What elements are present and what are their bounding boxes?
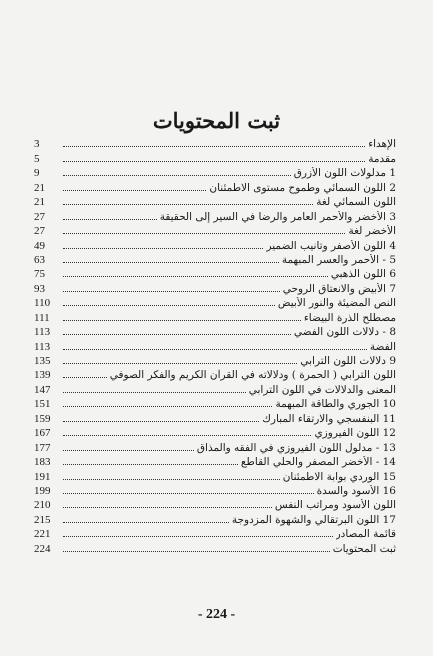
toc-leader bbox=[63, 405, 272, 407]
toc-row bbox=[34, 266, 396, 280]
toc-row bbox=[34, 223, 396, 237]
toc-entry-title: مصطلح الذرة البيضاء bbox=[303, 311, 396, 324]
toc-entry-title: الأخضر لغة bbox=[348, 225, 396, 238]
toc-row bbox=[34, 497, 396, 511]
toc-page-number: 75 bbox=[34, 268, 45, 281]
toc-entry-title: اللون السمائي لغة bbox=[316, 196, 396, 209]
toc-row bbox=[34, 511, 396, 525]
toc-leader bbox=[63, 174, 291, 176]
toc-entry-title: 5 - الأحمر والعسر المبهمة bbox=[281, 253, 396, 266]
toc-page-number: 9 bbox=[34, 167, 40, 180]
toc-row bbox=[34, 309, 396, 323]
toc-row bbox=[34, 526, 396, 540]
toc-leader bbox=[63, 521, 229, 523]
toc-page-number: 113 bbox=[34, 326, 51, 339]
toc-entry-title: 4 اللون الأصفر وتأنيب الضمير bbox=[266, 239, 396, 252]
toc-entry-title: المعنى والدلالات في اللون الترابي bbox=[248, 383, 396, 396]
toc-entry-title: 14 - الأخضر المصفر والحلي القاطع bbox=[240, 456, 396, 469]
toc-leader bbox=[63, 160, 365, 162]
toc-leader bbox=[63, 535, 333, 537]
toc-entry-title: اللون الترابي ( الحمرة ) ودلالاته في القرآن الكريم والفكر الصوفي bbox=[109, 369, 396, 382]
toc-page-number: 135 bbox=[34, 355, 51, 367]
toc-leader bbox=[63, 376, 107, 378]
toc-entry-title: 8 - دلالات اللون الفضي bbox=[293, 326, 396, 339]
toc-row bbox=[34, 237, 396, 251]
toc-leader bbox=[63, 420, 259, 422]
toc-row bbox=[34, 454, 396, 468]
toc-leader bbox=[63, 506, 272, 508]
toc-page-number: 21 bbox=[34, 196, 45, 209]
toc-leader bbox=[63, 550, 330, 552]
toc-page-number: 191 bbox=[34, 470, 51, 483]
toc-page-number: 93 bbox=[34, 282, 45, 295]
toc-entry-title: 13 - مدلول اللون الفيروزي في الفقه والمذاق bbox=[196, 441, 396, 454]
toc-leader bbox=[63, 189, 206, 191]
toc-page-number: 111 bbox=[34, 311, 50, 324]
toc-page-number: 221 bbox=[34, 528, 51, 541]
toc-row bbox=[34, 194, 396, 208]
toc-page-number: 27 bbox=[34, 210, 45, 223]
toc-entry-title: قائمة المصادر bbox=[335, 528, 396, 541]
toc-row bbox=[34, 136, 396, 150]
toc-entry-title: 9 دلالات اللون الترابي bbox=[300, 355, 396, 367]
toc-leader bbox=[63, 247, 263, 249]
toc-entry-title: النص المضيئة والنور الأبيض bbox=[277, 297, 396, 310]
toc-page-number: 224 bbox=[34, 542, 51, 555]
toc-page-number: 139 bbox=[34, 369, 51, 382]
footer-page-number: - 224 - bbox=[197, 607, 236, 622]
toc-row bbox=[34, 295, 396, 309]
toc-leader bbox=[63, 333, 291, 335]
toc-row bbox=[34, 367, 396, 381]
toc-leader bbox=[63, 391, 246, 393]
toc-page-number: 5 bbox=[34, 152, 40, 165]
toc-page-number: 49 bbox=[34, 239, 45, 252]
toc-page-number: 21 bbox=[34, 181, 45, 194]
toc-entry-title: 3 الأخضر والأحمر العامر والرضا في السير إلى الحقيقة bbox=[159, 210, 396, 223]
toc-leader bbox=[63, 261, 279, 263]
toc-entry-title: ثبت المحتويات bbox=[332, 542, 396, 555]
toc-page-number: 199 bbox=[34, 484, 51, 497]
toc-leader bbox=[63, 348, 367, 350]
toc-page-number: 151 bbox=[34, 398, 51, 411]
toc-page-number: 215 bbox=[34, 513, 51, 526]
toc-leader bbox=[63, 434, 311, 436]
toc-entry-title: الإهداء bbox=[368, 138, 396, 151]
toc-entry-title: اللون الأسود ومراتب النفس bbox=[274, 499, 396, 512]
toc-leader bbox=[63, 203, 313, 205]
toc-page-number: 183 bbox=[34, 456, 51, 469]
toc-leader bbox=[63, 304, 275, 306]
toc-row bbox=[34, 439, 396, 453]
toc-entry-title: مقدمة bbox=[368, 152, 396, 165]
toc-leader bbox=[63, 145, 365, 147]
toc-row bbox=[34, 165, 396, 179]
toc-entry-title: 15 الوردي بوابة الاطمئنان bbox=[282, 470, 396, 483]
table-of-contents bbox=[34, 136, 396, 555]
toc-page-number: 210 bbox=[34, 499, 51, 512]
page-title: ثبت المحتويات bbox=[152, 108, 281, 133]
toc-leader bbox=[63, 319, 301, 321]
toc-row bbox=[34, 252, 396, 266]
toc-page-number: 113 bbox=[34, 340, 51, 353]
toc-leader bbox=[63, 463, 238, 465]
toc-page-number: 63 bbox=[34, 253, 45, 266]
toc-leader bbox=[63, 218, 157, 220]
toc-row bbox=[34, 338, 396, 352]
toc-row bbox=[34, 324, 396, 338]
toc-row bbox=[34, 410, 396, 424]
toc-page-number: 110 bbox=[34, 297, 51, 310]
toc-row bbox=[34, 280, 396, 294]
toc-leader bbox=[63, 232, 345, 234]
toc-entry-title: 16 الأسود والسدة bbox=[316, 484, 396, 497]
toc-leader bbox=[63, 478, 280, 480]
toc-entry-title: 10 الجوري والطاقة المبهمة bbox=[275, 398, 396, 411]
toc-entry-title: 2 اللون السمائي وطموح مستوى الاطمئنان bbox=[209, 181, 396, 194]
toc-row bbox=[34, 381, 396, 395]
toc-row bbox=[34, 353, 396, 367]
toc-entry-title: 17 اللون البرتقالي والشهوة المزدوجة bbox=[231, 513, 396, 526]
toc-row bbox=[34, 468, 396, 482]
toc-row bbox=[34, 483, 396, 497]
toc-row bbox=[34, 208, 396, 222]
toc-leader bbox=[63, 362, 297, 364]
toc-leader bbox=[63, 449, 194, 451]
toc-row bbox=[34, 425, 396, 439]
toc-leader bbox=[63, 275, 328, 277]
toc-page-number: 177 bbox=[34, 441, 51, 454]
toc-entry-title: 1 مدلولات اللون الأزرق bbox=[293, 167, 396, 180]
toc-leader bbox=[63, 492, 314, 494]
toc-row bbox=[34, 150, 396, 164]
toc-row bbox=[34, 396, 396, 410]
toc-entry-title: 11 البنفسجي والارتقاء المبارك bbox=[262, 412, 396, 425]
toc-entry-title: 6 اللون الذهبي bbox=[330, 268, 396, 281]
toc-row bbox=[34, 540, 396, 554]
toc-page-number: 159 bbox=[34, 412, 51, 425]
toc-page-number: 147 bbox=[34, 383, 51, 396]
toc-page-number: 3 bbox=[34, 138, 40, 151]
toc-leader bbox=[63, 290, 280, 292]
toc-entry-title: 12 اللون الفيروزي bbox=[314, 427, 396, 440]
toc-page-number: 27 bbox=[34, 225, 45, 238]
toc-row bbox=[34, 179, 396, 193]
toc-entry-title: الفضة bbox=[369, 340, 396, 353]
toc-entry-title: 7 الأبيض والانعتاق الروحي bbox=[282, 282, 396, 295]
toc-page-number: 167 bbox=[34, 427, 51, 440]
